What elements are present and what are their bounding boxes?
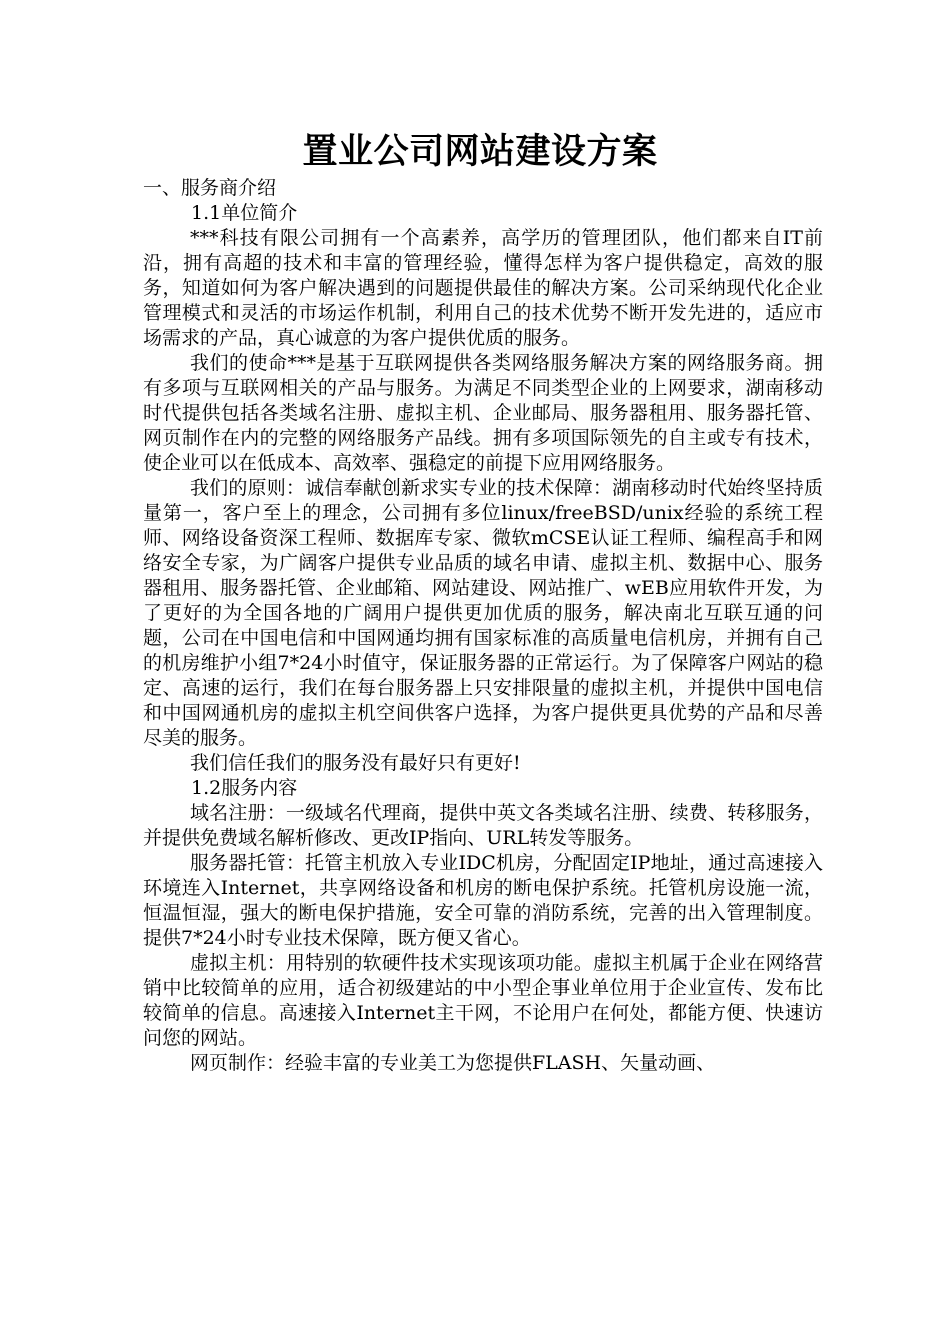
paragraph-server-hosting: 服务器托管：托管主机放入专业IDC机房，分配固定IP地址，通过高速接入环境连入Internet，共享网络设备和机房的断电保护系统。托管机房设施一流，恒温恒湿，强大的断电保护措施，安全可靠的消防系统，完善的出入管理制度。提供7*24小时专业技术保障，既方便又省心。 <box>143 852 823 949</box>
subsection-heading-service-content: 1.2服务内容 <box>191 777 298 799</box>
subsection-heading-company-intro: 1.1单位简介 <box>191 202 298 224</box>
paragraph-mission: 我们的使命***是基于互联网提供各类网络服务解决方案的网络服务商。拥有多项与互联网相关的产品与服务。为满足不同类型企业的上网要求，湖南移动时代提供包括各类域名注册、虚拟主机、企业邮局、服务器租用、服务器托管、网页制作在内的完整的网络服务产品线。拥有多项国际领先的自主或专有技术，使企业可以在低成本、高效率、强稳定的前提下应用网络服务。 <box>143 352 823 474</box>
section-heading-service-provider: 一、服务商介绍 <box>143 177 277 199</box>
paragraph-web-design: 网页制作：经验丰富的专业美工为您提供FLASH、矢量动画、 <box>190 1052 716 1074</box>
paragraph-virtual-host: 虚拟主机：用特别的软硬件技术实现该项功能。虚拟主机属于企业在网络营销中比较简单的应用，适合初级建站的中小型企事业单位用于企业宣传、发布比较简单的信息。高速接入Internet主干网，不论用户在何处，都能方便、快速访问您的网站。 <box>143 952 823 1049</box>
paragraph-company-team: ***科技有限公司拥有一个高素养，高学历的管理团队，他们都来自IT前沿，拥有高超的技术和丰富的管理经验，懂得怎样为客户提供稳定，高效的服务，知道如何为客户解决遇到的问题提供最佳的解决方案。公司采纳现代化企业管理模式和灵活的市场运作机制，利用自己的技术优势不断开发先进的，适应市场需求的产品，真心诚意的为客户提供优质的服务。 <box>143 227 823 349</box>
paragraph-domain-registration: 域名注册：一级域名代理商，提供中英文各类域名注册、续费、转移服务，并提供免费域名解析修改、更改IP指向、URL转发等服务。 <box>143 802 823 849</box>
document-page <box>143 128 823 1076</box>
paragraph-principles: 我们的原则：诚信奉献创新求实专业的技术保障：湖南移动时代始终坚持质量第一，客户至上的理念，公司拥有多位linux/freeBSD/unix经验的系统工程师、网络设备资深工程师、数据库专家、微软mCSE认证工程师、编程高手和网络安全专家，为广阔客户提供专业品质的域名申请、虚拟主机、数据中心、服务器租用、服务器托管、企业邮箱、网站建设、网站推广、wEB应用软件开发，为了更好的为全国各地的广阔用户提供更加优质的服务，解决南北互联互通的问题，公司在中国电信和中国网通均拥有国家标准的高质量电信机房，并拥有自己的机房维护小组7*24小时值守，保证服务器的正常运行。为了保障客户网站的稳定、高速的运行，我们在每台服务器上只安排限量的虚拟主机，并提供中国电信和中国网通机房的虚拟主机空间供客户选择，为客户提供更具优势的产品和尽善尽美的服务。 <box>143 477 823 749</box>
paragraph-trust: 我们信任我们的服务没有最好只有更好! <box>190 752 521 774</box>
document-title: 置业公司网站建设方案 <box>302 132 658 172</box>
